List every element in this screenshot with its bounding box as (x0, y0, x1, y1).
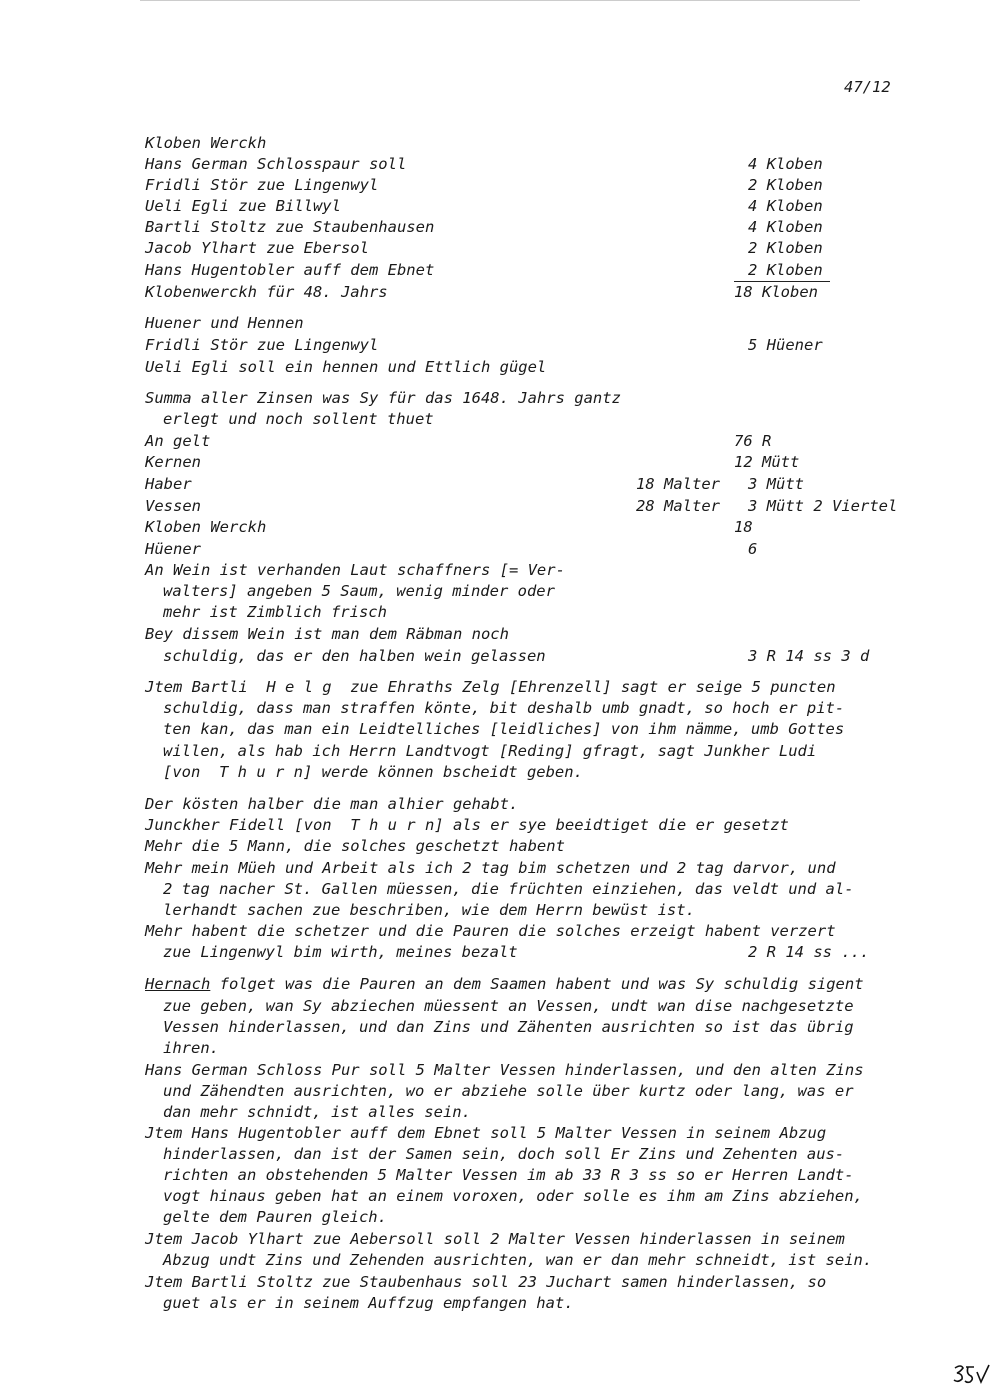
heading-kloben: Kloben Werckh (145, 134, 267, 152)
paragraph-line: guet als er in seinem Auffzug empfangen hat. (163, 1294, 574, 1312)
paragraph-line: 2 tag nacher St. Gallen müessen, die früchten einziehen, das veldt und al- (163, 880, 854, 898)
entry-malter: 28 Malter (636, 497, 720, 515)
entry-label: Ueli Egli zue Billwyl (145, 197, 341, 215)
paragraph-line: Jtem Bartli Stoltz zue Staubenhaus soll 23 Juchart samen hinderlassen, so (145, 1273, 827, 1291)
summa-heading: Summa aller Zinsen was Sy für das 1648. Jahrs gantz (145, 389, 621, 407)
wein-line: Bey dissem Wein ist man dem Räbman noch (145, 625, 509, 643)
entry-label: Hans German Schlosspaur soll (145, 155, 407, 173)
entry-amount: 4 Kloben (748, 218, 823, 236)
paragraph-line: schuldig, dass man straffen könte, bit deshalb umb gnadt, so hoch er pit- (163, 699, 845, 717)
entry-amount: 18 (734, 518, 753, 536)
entry-label: Haber (145, 475, 192, 493)
entry-amount: 4 Kloben (748, 155, 823, 173)
paragraph-line: ihren. (163, 1039, 219, 1057)
entry-label: Jacob Ylhart zue Ebersol (145, 239, 369, 257)
paragraph-line: lerhandt sachen zue beschriben, wie dem Herrn bewüst ist. (163, 901, 695, 919)
entry-label: Fridli Stör zue Lingenwyl (145, 176, 379, 194)
entry-amount: 3 Mütt (748, 475, 804, 493)
entry-label: Bartli Stoltz zue Staubenhausen (145, 218, 435, 236)
entry-label: Kernen (145, 453, 201, 471)
paragraph-line: hinderlassen, dan ist der Samen sein, doch soll Er Zins und Zehenten aus- (163, 1145, 845, 1163)
entry-label: Klobenwerckh für 48. Jahrs (145, 283, 388, 301)
entry-label: Hans Hugentobler auff dem Ebnet (145, 261, 435, 279)
paragraph-line: richten an obstehenden 5 Malter Vessen im ab 33 R 3 ss so er Herren Landt- (163, 1166, 854, 1184)
entry-amount: 5 Hüener (748, 336, 823, 354)
paragraph-line: gelte dem Pauren gleich. (163, 1208, 387, 1226)
wein-line: schuldig, das er den halben wein gelassen (163, 647, 546, 665)
entry-amount: 4 Kloben (748, 197, 823, 215)
wein-line: walters] angeben 5 Saum, wenig minder oder (163, 582, 555, 600)
entry-amount: 18 Kloben (734, 283, 818, 301)
entry-label: Fridli Stör zue Lingenwyl (145, 336, 379, 354)
heading-huener: Huener und Hennen (145, 314, 304, 332)
paragraph-line: Jtem Bartli H e l g zue Ehraths Zelg [Ehrenzell] sagt er seige 5 puncten (145, 678, 836, 696)
page-top-edge (140, 0, 860, 1)
page-number: 47/12 (844, 78, 891, 96)
paragraph-line: Abzug undt Zins und Zehenden ausrichten, wan er dan mehr schneidt, ist sein. (163, 1251, 873, 1269)
paragraph-line: dan mehr schnidt, ist alles sein. (163, 1103, 471, 1121)
entry-amount: 2 Kloben (748, 239, 823, 257)
entry-amount: 2 Kloben (748, 261, 823, 279)
entry-label: Ueli Egli soll ein hennen und Ettlich gügel (145, 358, 547, 376)
paragraph-line (145, 974, 864, 994)
paragraph-line: [von T h u r n] werde können bscheidt geben. (163, 763, 583, 781)
wein-line: An Wein ist verhanden Laut schaffners [= Ver- (145, 561, 565, 579)
paragraph-line: und Zähendten ausrichten, wo er abziehe solle über kurtz oder lang, was er (163, 1082, 854, 1100)
wein-line: mehr ist Zimblich frisch (163, 603, 387, 621)
entry-label: An gelt (145, 432, 211, 450)
paragraph-line: zue Lingenwyl bim wirth, meines bezalt (163, 943, 518, 961)
paragraph-line: Mehr habent die schetzer und die Pauren die solches erzeigt habent verzert (145, 922, 836, 940)
line-text: folget was die Pauren an dem Saamen habent und was Sy schuldig sigent (210, 975, 864, 993)
paragraph-line: vogt hinaus geben hat an einem voroxen, oder solle es ihm am Zins abziehen, (163, 1187, 863, 1205)
paragraph-line: ten kan, das man ein Leidtelliches [leidliches] von ihm nämme, umb Gottes (163, 720, 845, 738)
entry-amount: 3 R 14 ss 3 d (748, 647, 870, 665)
paragraph-line: Jtem Jacob Ylhart zue Aebersoll soll 2 Malter Vessen hinderlassen in seinem (145, 1230, 845, 1248)
paragraph-line: Hans German Schloss Pur soll 5 Malter Vessen hinderlassen, und den alten Zins (145, 1061, 864, 1079)
entry-amount: 2 R 14 ss ... (748, 943, 870, 961)
summa-heading-cont: erlegt und noch sollent thuet (163, 410, 434, 428)
entry-label: Kloben Werckh (145, 518, 267, 536)
handwritten-folio-mark (952, 1362, 992, 1386)
entry-amount: 6 (748, 540, 758, 558)
paragraph-line: Jtem Hans Hugentobler auff dem Ebnet soll 5 Malter Vessen in seinem Abzug (145, 1124, 827, 1142)
entry-malter: 18 Malter (636, 475, 720, 493)
entry-amount: 12 Mütt (734, 453, 800, 471)
entry-label: Hüener (145, 540, 201, 558)
paragraph-line: zue geben, wan Sy abziechen müessent an Vessen, undt wan dise nachgesetzte (163, 997, 854, 1015)
paragraph-line: willen, als hab ich Herrn Landtvogt [Reding] gfragt, sagt Junkher Ludi (163, 742, 817, 760)
paragraph-line: Mehr mein Müeh und Arbeit als ich 2 tag bim schetzen und 2 tag darvor, und (145, 859, 836, 877)
entry-label: Vessen (145, 497, 201, 515)
paragraph-line: Der kösten halber die man alhier gehabt. (145, 795, 519, 813)
entry-amount: 76 R (734, 432, 772, 450)
paragraph-line: Junckher Fidell [von T h u r n] als er sye beeidtiget die er gesetzt (145, 816, 789, 834)
underlined-word: Hernach (145, 975, 211, 993)
entry-amount: 2 Kloben (748, 176, 823, 194)
paragraph-line: Vessen hinderlassen, und dan Zins und Zähenten ausrichten so ist das übrig (163, 1018, 854, 1036)
entry-amount: 3 Mütt 2 Viertel (748, 497, 898, 515)
paragraph-line: Mehr die 5 Mann, die solches geschetzt habent (145, 837, 565, 855)
